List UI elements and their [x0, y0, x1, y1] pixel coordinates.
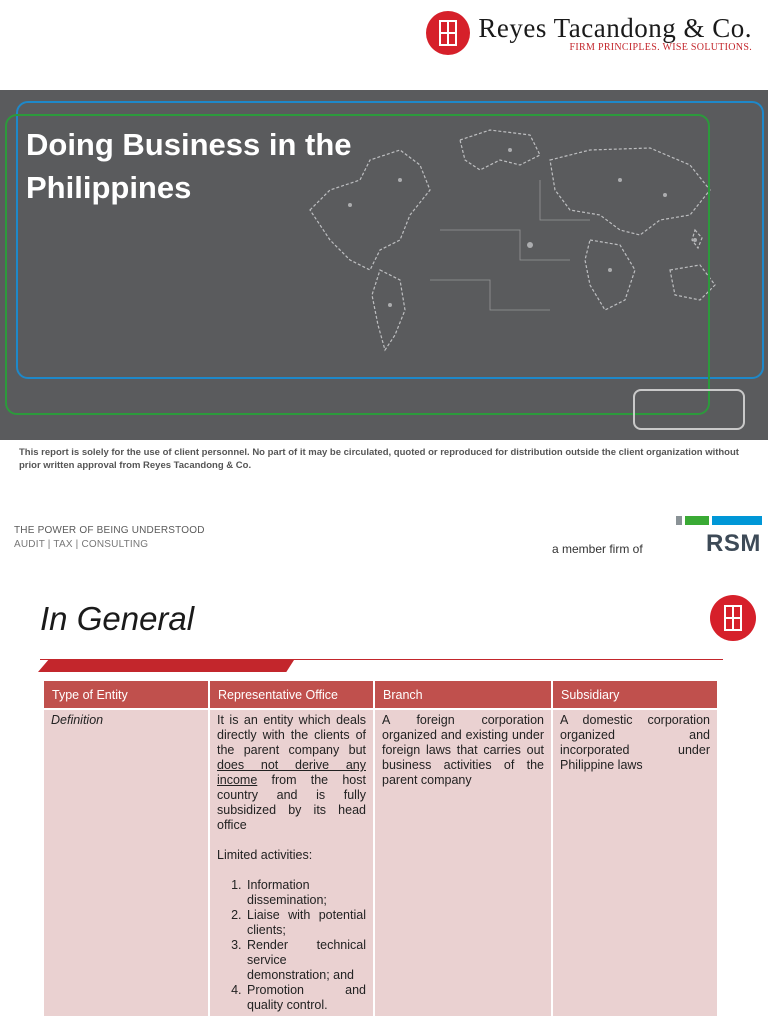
footer-slogan	[14, 524, 205, 552]
brand-header	[426, 8, 752, 58]
title-divider	[40, 659, 723, 660]
cover-slide	[0, 0, 768, 500]
slide-title: In General	[40, 600, 195, 637]
list-item: 4. Promotion and quality control.	[245, 983, 366, 1013]
cell-branch: A foreign corporation organized and existing under foreign laws that carries out business activities of the parent company	[374, 709, 552, 1016]
list-item: 3. Render technical service demonstration; and	[245, 938, 366, 983]
table-row	[44, 709, 718, 1016]
selection-frame-green	[5, 114, 710, 415]
hero-title: Doing Business in the Philippines	[26, 127, 352, 205]
header-subsidiary: Subsidiary	[552, 681, 718, 709]
member-firm-text: a member firm of	[552, 542, 643, 556]
header-branch: Branch	[374, 681, 552, 709]
list-item: 1. Information dissemination;	[245, 878, 366, 908]
list-item: 2. Liaise with potential clients;	[245, 908, 366, 938]
abacus-logo-icon	[426, 11, 470, 55]
row-label-definition: Definition	[44, 709, 209, 1016]
cell-subsidiary: A domestic corporation organized and incorporated under Philippine laws	[552, 709, 718, 1016]
services-text: AUDIT | TAX | CONSULTING	[14, 539, 149, 550]
slogan-text: THE POWER OF BEING UNDERSTOOD	[14, 525, 205, 536]
cell-representative-office: It is an entity which deals directly with the clients of the parent company but does not derive any income from the host country and is fully subsidized by its head office Limited activities: 1. Information dissemination; 2. Liaise with potential clients; 3. Render technical service demonstration; and 4. Promotion and quality control.	[209, 709, 374, 1016]
abacus-logo-icon	[710, 595, 756, 641]
header-type-of-entity: Type of Entity	[44, 681, 209, 709]
activities-list	[217, 878, 366, 1013]
table-header-row	[44, 681, 718, 709]
brand-tagline: FIRM PRINCIPLES. WISE SOLUTIONS.	[569, 41, 752, 53]
title-accent-bar	[38, 660, 294, 672]
header-representative-office: Representative Office	[209, 681, 374, 709]
rsm-color-bars-icon	[676, 516, 762, 525]
selection-frame-grey	[633, 389, 745, 430]
entity-type-table	[44, 681, 719, 1016]
disclaimer-text: This report is solely for the use of client personnel. No part of it may be circulated, quoted or reproduced for distribution outside the client organization without prior written approval from Reyes Tacandong & Co.	[19, 447, 739, 471]
brand-name: Reyes Tacandong & Co.	[478, 12, 752, 43]
hero-banner	[0, 90, 768, 440]
rsm-logo: RSM	[706, 530, 761, 557]
no-income-emphasis: does not derive any income	[217, 758, 366, 787]
activities-label: Limited activities:	[217, 848, 313, 862]
